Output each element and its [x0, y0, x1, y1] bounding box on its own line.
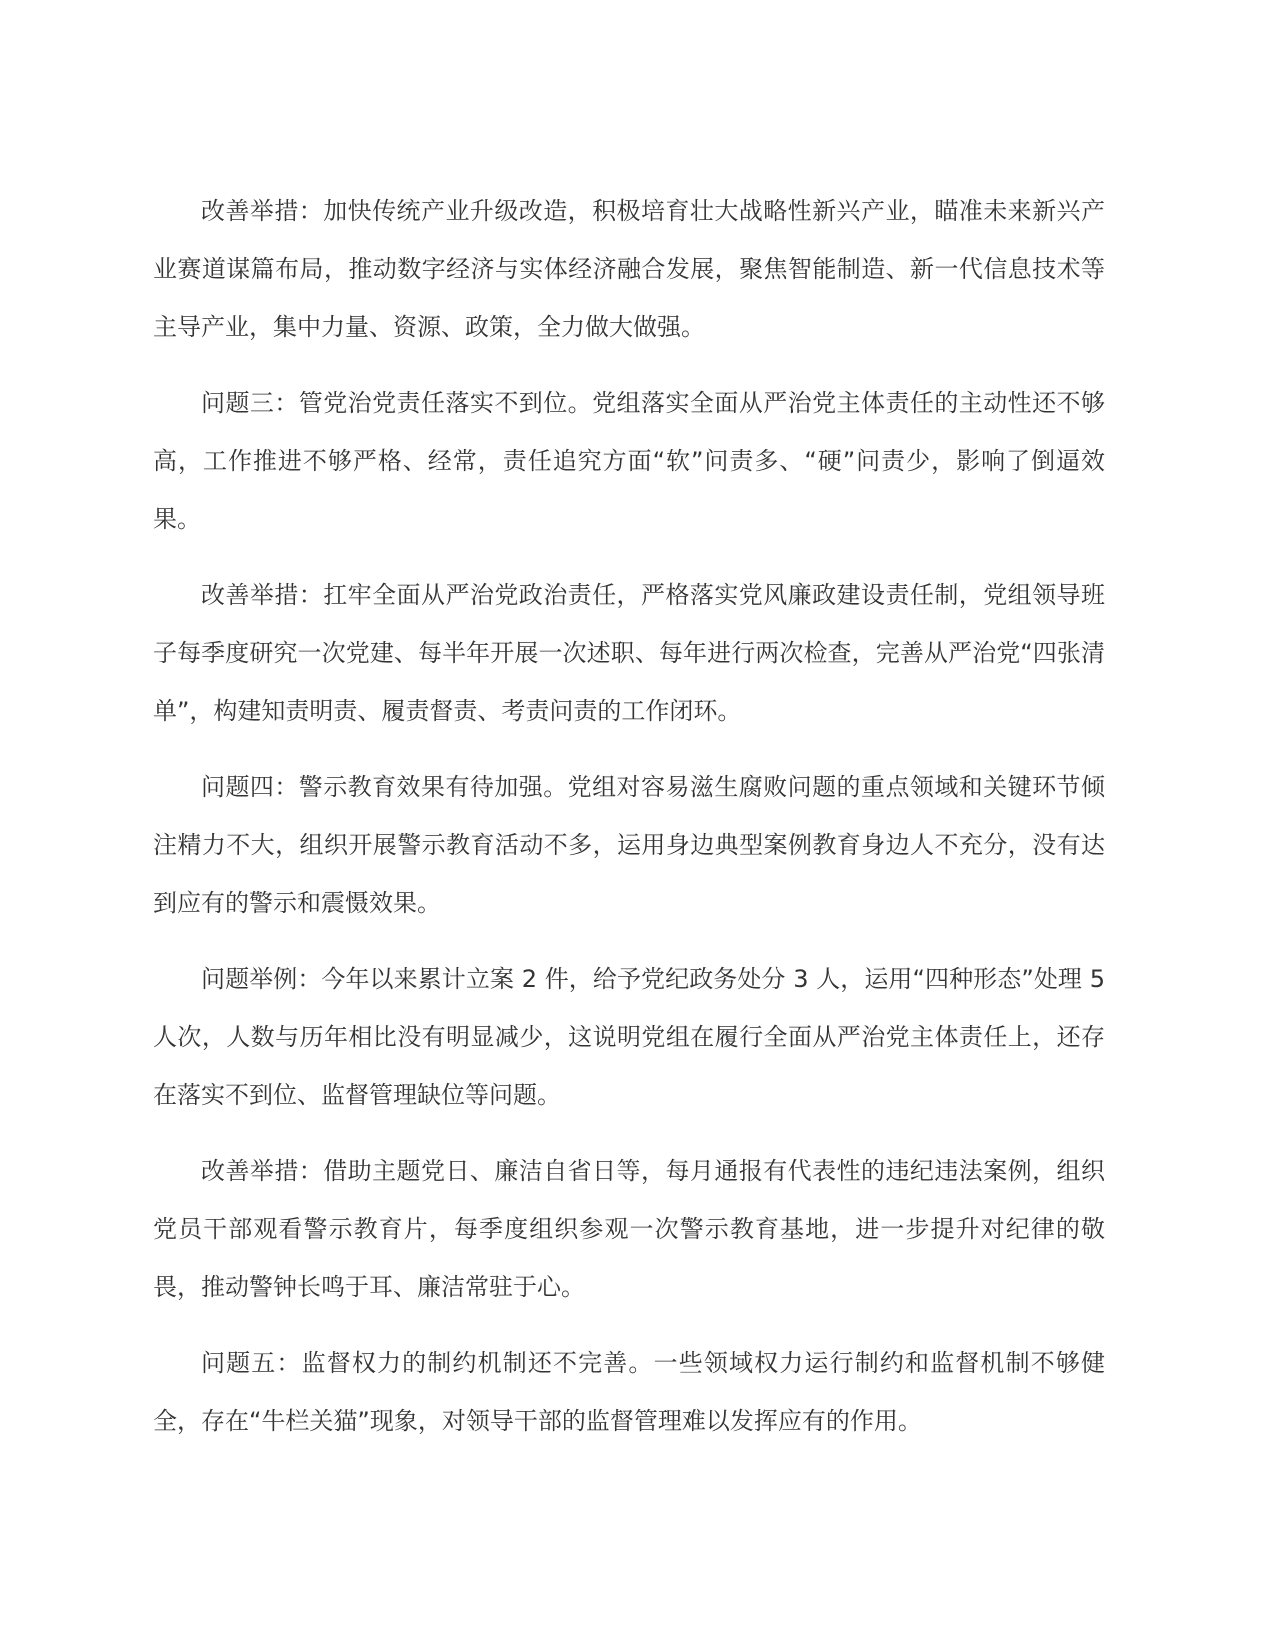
paragraph-improvement-measure-industry: 改善举措：加快传统产业升级改造，积极培育壮大战略性新兴产业，瞄准未来新兴产业赛道谋篇布局，推动数字经济与实体经济融合发展，聚焦智能制造、新一代信息技术等主导产业，集中力量、资源、政策，全力做大做强。 — [153, 197, 1105, 341]
paragraph-improvement-measure-responsibility: 改善举措：扛牢全面从严治党政治责任，严格落实党风廉政建设责任制，党组领导班子每季度研究一次党建、每半年开展一次述职、每年进行两次检查，完善从严治党“四张清单”，构建知责明责、履责督责、考责问责的工作闭环。 — [153, 581, 1105, 725]
paragraph-problem-four: 问题四：警示教育效果有待加强。党组对容易滋生腐败问题的重点领域和关键环节倾注精力不大，组织开展警示教育活动不多，运用身边典型案例教育身边人不充分，没有达到应有的警示和震慑效果。 — [153, 773, 1105, 917]
paragraph-problem-three: 问题三：管党治党责任落实不到位。党组落实全面从严治党主体责任的主动性还不够高，工作推进不够严格、经常，责任追究方面“软”问责多、“硬”问责少，影响了倒逼效果。 — [153, 389, 1105, 533]
document-body — [153, 182, 1105, 1468]
paragraph-problem-five: 问题五：监督权力的制约机制还不完善。一些领域权力运行制约和监督机制不够健全，存在“牛栏关猫”现象，对领导干部的监督管理难以发挥应有的作用。 — [153, 1349, 1105, 1435]
paragraph-problem-example: 问题举例：今年以来累计立案 2 件，给予党纪政务处分 3 人，运用“四种形态”处理 5 人次，人数与历年相比没有明显减少，这说明党组在履行全面从严治党主体责任上，还存在落实不到位、监督管理缺位等问题。 — [153, 965, 1105, 1109]
paragraph-improvement-measure-warning: 改善举措：借助主题党日、廉洁自省日等，每月通报有代表性的违纪违法案例，组织党员干部观看警示教育片，每季度组织参观一次警示教育基地，进一步提升对纪律的敬畏，推动警钟长鸣于耳、廉洁常驻于心。 — [153, 1157, 1105, 1301]
